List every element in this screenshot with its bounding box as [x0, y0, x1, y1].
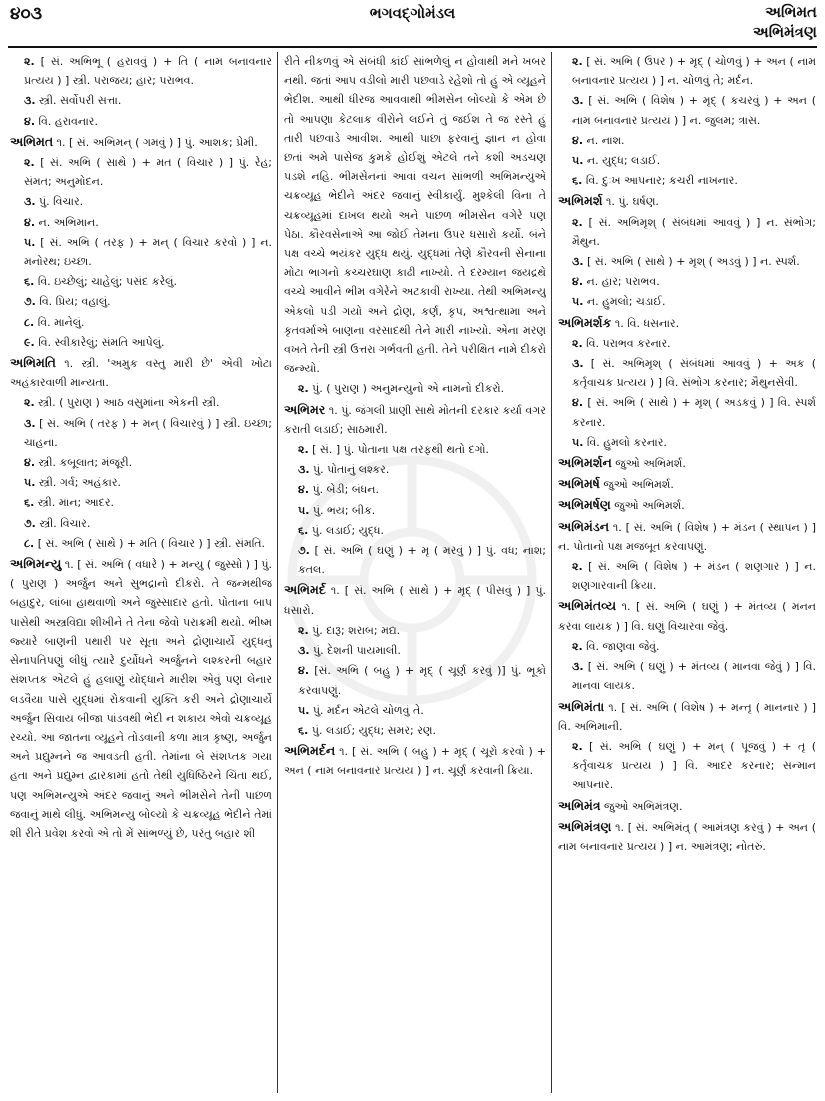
- entry-sense: [10, 534, 272, 553]
- dictionary-entry: [558, 453, 816, 473]
- definition-text: સ્ત્રી. ગર્વ; અહંકાર.: [38, 476, 122, 490]
- entry-sense: [558, 657, 816, 695]
- definition-text: પું. મર્દન એટલે ચોળવું તે.: [312, 703, 424, 717]
- headword: અભિમંત્ર: [558, 797, 601, 813]
- entry-sense: [10, 192, 272, 211]
- definition-text: વિ. દુઃખ આપનાર; કચરી નાખનાર.: [585, 174, 738, 188]
- guide-word-first: અભિમત: [765, 3, 817, 21]
- sense-number: ૩.: [572, 660, 584, 674]
- column-divider: [551, 52, 552, 1093]
- definition-text: [ સં. અભિભૂ ( હરાવવું ) + તિ ( નામ બનાવનાર પ્રત્યય ) ] સ્ત્રી. પરાજય; હાર; પરાભવ.: [24, 55, 272, 88]
- definition-text: [ સં. અભિ ( સાથે ) + મૃશ્ ( અડવું ) ] ન. સ્પર્શ.: [587, 255, 800, 269]
- definition-text: ન. યુદ્ધ; લડાઈ.: [586, 154, 661, 168]
- sense-number: ૨.: [24, 396, 35, 410]
- definition-text: સ્ત્રી. કબૂલાત; મંજૂરી.: [38, 456, 133, 470]
- sense-number: ૪.: [572, 396, 583, 410]
- headword: અભિમર્દન: [284, 743, 336, 759]
- sense-number: ૩.: [572, 357, 584, 371]
- entry-sense: [558, 433, 816, 452]
- entry-sense: [10, 153, 272, 191]
- sense-number: ૮.: [24, 536, 35, 550]
- headword: અભિમંત્રણ: [558, 818, 612, 834]
- entry-sense: [558, 171, 816, 190]
- entry-sense: [10, 272, 272, 291]
- sense-number: ૬.: [298, 523, 309, 537]
- definition-text: વિ. પ્રિય; વહાલું.: [39, 295, 111, 309]
- sense-number: ૪.: [24, 114, 35, 128]
- definition-text: ન. હાર; પરાભવ.: [586, 275, 660, 289]
- entry-sense: [10, 233, 272, 271]
- definition-text: ૧. પું. જંગલી પ્રાણી સાથે મોતની દરકાર કર્યા વગર કરાતી લડાઈ; સાઠમારી.: [284, 403, 546, 436]
- definition-text: ૧. [ સં. અભિ ( બહુ ) + મૃદ્ ( ચૂરો કરવો ) + અન ( નામ બનાવનાર પ્રત્યય ) ] ન. ચૂર્ણ કરવાની ક્રિયા.: [284, 745, 546, 778]
- dictionary-entry: [10, 554, 272, 843]
- definition-text: ન. નાશ.: [586, 133, 625, 147]
- definition-text: પું. ભય; બીક.: [312, 503, 376, 517]
- headword: અભિમર્શન: [558, 455, 612, 471]
- sense-number: ૫.: [572, 295, 584, 309]
- definition-text: [ સં. અભિ ( તરફ ) + મન્ ( વિચાર કરવો ) ] ન. મનોરથ; ઇચ્છા.: [24, 235, 272, 269]
- definition-text: [ સં. અભિ ( ઘણું ) + મન્ ( પૂજવું ) + તૃ ( કર્તૃવાચક પ્રત્યય ) ] વિ. આદર કરનાર; સન્માન આપનાર.: [572, 739, 816, 792]
- definition-text: વિ. જાણવા જેવું.: [586, 639, 660, 653]
- sense-number: ૪.: [298, 483, 309, 497]
- definition-text: પું. વિચાર.: [39, 195, 84, 209]
- sense-number: ૩.: [298, 463, 310, 477]
- entry-sense: [558, 354, 816, 392]
- sense-number: ૪.: [298, 664, 309, 678]
- definition-text: પું. બેડી; બંધન.: [312, 483, 379, 497]
- sense-number: ૫.: [572, 154, 584, 168]
- entry-sense: [558, 637, 816, 656]
- sense-number: ૩.: [298, 644, 310, 658]
- sense-number: ૩.: [24, 416, 36, 430]
- column-3: [558, 52, 816, 1093]
- entry-sense: [284, 460, 546, 479]
- definition-text: વિ. હરાવનાર.: [38, 114, 98, 128]
- sense-number: ૭.: [298, 544, 310, 558]
- dictionary-entry: [558, 817, 816, 856]
- entry-sense: [558, 52, 816, 90]
- header-rule: [8, 46, 817, 48]
- definition-text: સ્ત્રી. સર્વોપરી સત્તા.: [39, 94, 122, 108]
- entry-sense: [284, 661, 546, 699]
- entry-sense: [558, 334, 816, 353]
- sense-number: ૮.: [24, 315, 35, 329]
- entry-sense: [558, 131, 816, 150]
- entry-continuation: [284, 52, 546, 378]
- headword: અભિમંડન: [558, 518, 610, 534]
- entry-sense: [284, 501, 546, 520]
- sense-number: ૫.: [298, 503, 310, 517]
- dictionary-entry: [558, 313, 816, 333]
- definition-text: [ સં. અભિ ( તરફ ) + મન્ ( વિચારવું ) ] સ્ત્રી. ઇચ્છા; ચાહના.: [24, 416, 272, 449]
- definition-text: સ્ત્રી. વિચાર.: [39, 516, 91, 530]
- dictionary-entry: [558, 697, 816, 736]
- entry-sense: [558, 151, 816, 170]
- entry-sense: [284, 379, 546, 398]
- sense-number: ૨.: [24, 156, 35, 170]
- entry-sense: [10, 473, 272, 492]
- headword: અભિમર્દ: [284, 582, 326, 598]
- definition-text: [ સં. અભિ ( ઉપર ) + મૃદ્ ( ચોળવું ) + અન ( નામ બનાવનાર પ્રત્યય ) ] ન. ચોળવું તે; મર્દન.: [572, 55, 816, 88]
- entry-sense: [10, 493, 272, 512]
- headword: અભિમર: [284, 401, 326, 417]
- entry-sense: [10, 91, 272, 110]
- entry-sense: [284, 721, 546, 740]
- sense-number: ૪.: [572, 133, 583, 147]
- definition-text: પું. દેશની પાયમાલી.: [313, 644, 401, 658]
- definition-text: વિ. હુમલો કરનાર.: [586, 435, 667, 449]
- sense-number: ૨.: [572, 55, 583, 68]
- definition-text: ૧. [ સં. અભિ ( વિશેષ ) + મન્તૃ ( માનનાર ) ] વિ. અભિમાની.: [558, 700, 816, 733]
- dictionary-entry: [10, 132, 272, 152]
- definition-text: ૧. પું. ઘર્ષણ.: [605, 195, 659, 209]
- definition-text: જુઓ અભિમર્શ.: [603, 478, 674, 492]
- headword: અભિમંતવ્ય: [558, 598, 617, 614]
- entry-sense: [10, 313, 272, 332]
- entry-sense: [284, 541, 546, 579]
- definition-text: ૧. [ સં. અભિ ( વધારે ) + મન્યુ ( જુસ્સો ) ] પું. ( પુરાણ ) અર્જુન અને સુભદ્રાનો દીકરો. તે જન્મથીજ બહાદુર, લાંબા હાથવાળો અને જુસ્સાદાર હતો. પોતાના બાપ પાસેથી અસ્ત્રવિદ્યા શીખીને તે તેના જેવો પરાક્રમી થયો. ભીષ્મ જ્યારે બાણની પથારી પર સૂતા અને દ્રોણાચાર્યે યુદ્ધનું સેનાપતિપણું લીધું ત્યારે દુર્યોધને અર્જુનને લશ્કરની બહાર સંશપ્તક એટલે હું હલાણું યોદ્ધાને મારીશ એવું પણ લેનાર લડવૈયા પાસે યુદ્ધમાં રોકવાની યુક્તિ કરી અને દ્રોણાચાર્યે અર્જુન સિવાય બીજા પાંડવથી ભેદી ન શકાય એવો ચક્રવ્યૂહ રચ્યો. આ જાતના વ્યૂહને તોડવાની કળા માત્ર કૃષ્ણ, અર્જુન અને પ્રદ્યુમ્નને જ આવડતી હતી. તેમાંના બે સંશપ્તક ગયા હતા અને પ્રદ્યુમ્ન દ્વારકામાં હતો તેથી યુધિષ્ઠિરને ચિંતા થઈ, પણ અભિમન્યુએ અંદર જવાનું અને ભીમસેને તેની પાછળ જવાનું માથે લીધું. અભિમન્યુ બોલ્યો કે ચક્રવ્યૂહ ભેદીને તેમાં શી રીતે પ્રવેશ કરવો એ તો મેં સાંભળ્યું છે, પરંતુ બહાર શી: [10, 558, 272, 840]
- entry-sense: [284, 641, 546, 660]
- entry-sense: [558, 557, 816, 595]
- definition-text: [ સં. અભિ ( સાથે ) + મત ( વિચાર ) ] પું. રેહ; સંમત; અનુમોદન.: [24, 156, 272, 189]
- definition-text: ૧. [ સં. અભિ ( વિશેષ ) + મંડન ( સ્થાપન ) ] ન. પોતાનો પક્ષ મજબૂત કરવાપણું.: [558, 520, 816, 553]
- headword: અભિમતિ: [10, 355, 56, 371]
- entry-sense: [10, 52, 272, 90]
- page-header: [0, 0, 825, 46]
- definition-text: [ સં. અભિ ( વિશેષ ) + મંડન ( શણગાર ) ] ન. શણગારવાની ક્રિયા.: [572, 560, 816, 593]
- dictionary-entry: [558, 474, 816, 494]
- sense-number: ૬.: [572, 174, 583, 188]
- definition-text: [ સં. અભિ ( સાથે ) + મૃશ્ ( અડકવું ) ] વિ. સ્પર્શ કરનાર.: [572, 396, 816, 429]
- definition-text: સ્ત્રી. માન; આદર.: [37, 496, 115, 510]
- definition-text: ન. હુમલો; ચડાઈ.: [586, 295, 666, 309]
- dictionary-entry: [558, 796, 816, 816]
- definition-text: [ સં. અભિમૃશ્ ( સંબંધમાં આવવું ) + અક ( કર્તૃવાચક પ્રત્યય ) ] વિ. સંભોગ કરનાર; મૈથુનસેવી.: [572, 357, 816, 390]
- sense-number: ૯.: [24, 335, 35, 349]
- sense-number: ૫.: [298, 703, 310, 717]
- entry-sense: [558, 213, 816, 251]
- column-1: [10, 52, 272, 1093]
- definition-text: [ સં. અભિ ( સાથે ) + મતિ ( વિચાર ) ] સ્ત્રી. સંમતિ.: [37, 536, 265, 550]
- guide-word-last: અભિમંત્રણ: [752, 23, 817, 41]
- entry-sense: [558, 737, 816, 795]
- definition-text: [ સં. ] પું. પોતાના પક્ષ તરફથી થતો દગો.: [312, 443, 489, 457]
- entry-sense: [284, 440, 546, 459]
- entry-sense: [284, 621, 546, 640]
- dictionary-entry: [558, 517, 816, 556]
- headword: અભિમર્શ: [558, 193, 603, 209]
- entry-sense: [10, 292, 272, 311]
- headword: અભિમર્ષણ: [558, 497, 611, 513]
- sense-number: ૨.: [572, 336, 583, 350]
- headword: અભિમન્યુ: [10, 556, 62, 572]
- definition-text: વિ. ઇચ્છેલું; ચાહેલું; પસંદ કરેલું.: [37, 275, 177, 289]
- sense-number: ૨.: [572, 739, 583, 753]
- page-number: ૪૦૩: [10, 4, 43, 24]
- sense-number: ૪.: [24, 215, 35, 229]
- sense-number: ૨.: [572, 215, 583, 229]
- dictionary-entry: [284, 400, 546, 439]
- dictionary-entry: [10, 353, 272, 392]
- definition-text: ૧. [ સં. અભિ ( ઘણું ) + મંતવ્ય ( મનન કરવા લાયક ) ] વિ. ઘણું વિચારવા જેવું.: [558, 600, 816, 633]
- sense-number: ૨.: [298, 443, 309, 457]
- definition-text: જુઓ અભિમંત્રણ.: [604, 799, 683, 813]
- sense-number: ૬.: [24, 275, 35, 289]
- definition-text: [ સં. અભિ ( ઘણું ) + મંતવ્ય ( માનવા જેવું ) ] વિ. માનવા લાયક.: [572, 660, 816, 693]
- sense-number: ૩.: [24, 94, 36, 108]
- sense-number: ૬.: [24, 496, 35, 510]
- entry-sense: [10, 414, 272, 452]
- definition-text: [ સં. અભિ ( વિશેષ ) + મૃદ્ ( કચરવું ) + અન ( નામ બનાવનાર પ્રત્યય ) ] ન. જુલમ; ત્રાસ.: [572, 94, 816, 127]
- sense-number: ૨.: [24, 55, 35, 68]
- definition-text: વિ. પરાભવ કરનાર.: [586, 336, 671, 350]
- column-divider: [277, 52, 278, 1093]
- definition-text: પું. પોતાનું લશ્કર.: [313, 463, 390, 477]
- sense-number: ૨.: [572, 560, 583, 574]
- entry-sense: [558, 393, 816, 431]
- column-2: [284, 52, 546, 1093]
- sense-number: ૨.: [298, 382, 309, 396]
- entry-sense: [10, 453, 272, 472]
- definition-text: પું. દારૂ; શરાબ; મદ્ય.: [312, 623, 401, 637]
- definition-text: ૧. [ સં. અભિ ( સાથે ) + મૃદ્ ( પીસવું ) ] પું. ધસારો.: [284, 584, 546, 617]
- guide-words: [753, 2, 817, 42]
- headword: અભિમર્ષ: [558, 476, 600, 492]
- entry-sense: [558, 91, 816, 129]
- definition-text: [ સં. અભિ ( ઘણું ) + મૃ ( મરવું ) ] પું. વધ; નાશ; કતલ.: [298, 544, 546, 577]
- sense-number: ૨.: [298, 623, 309, 637]
- sense-number: ૬.: [298, 723, 309, 737]
- dictionary-entry: [558, 495, 816, 515]
- entry-sense: [10, 393, 272, 412]
- entry-sense: [10, 112, 272, 131]
- entry-sense: [10, 514, 272, 533]
- sense-number: ૪.: [572, 275, 583, 289]
- definition-text: ૧. વિ. ધસનાર.: [614, 316, 680, 330]
- entry-sense: [10, 213, 272, 232]
- headword: અભિમર્શક: [558, 314, 612, 330]
- sense-number: ૫.: [24, 476, 36, 490]
- definition-text: વિ. સ્વીકારેલું; સંમતિ આપેલું.: [38, 335, 165, 349]
- dictionary-entry: [558, 191, 816, 211]
- page-title: ભગવદ્ગોમંડલ: [369, 4, 456, 22]
- definition-text: [ સં. અભિમૃશ્ ( સંબંધમાં આવવું ) ] ન. સંભોગ; મૈથુન.: [572, 215, 816, 248]
- entry-sense: [284, 521, 546, 540]
- headword: અભિમંતા: [558, 698, 605, 714]
- sense-number: ૭.: [24, 295, 36, 309]
- definition-text: પું. ( પુરાણ ) અનુમન્યુનો એ નામનો દીકરો.: [312, 382, 505, 396]
- dictionary-entry: [284, 741, 546, 780]
- sense-number: ૨.: [572, 639, 583, 653]
- entry-sense: [10, 333, 272, 352]
- entry-sense: [284, 480, 546, 499]
- sense-number: ૫.: [24, 235, 36, 249]
- dictionary-entry: [558, 596, 816, 635]
- entry-sense: [558, 252, 816, 271]
- sense-number: ૪.: [24, 456, 35, 470]
- entry-sense: [284, 701, 546, 720]
- definition-text: [સં. અભિ ( બહુ ) + મૃદ્ ( ચૂર્ણ કરવું )] પું. ભૂકો કરવાપણું.: [298, 664, 546, 697]
- sense-number: ૫.: [572, 435, 584, 449]
- definition-text: ૧. [ સં. અભિમંત્ર્ ( આમંત્રણ કરવું ) + અન ( નામ બનાવનાર પ્રત્યય ) ] ન. આમંત્રણ; નોતરું.: [558, 820, 816, 853]
- sense-number: ૭.: [24, 516, 36, 530]
- definition-text: રીતે નીકળવું એ સંબંધી કાંઈ સાંભળેલું ન હોવાથી મને ખબર નથી. જતાં આપ વડીલો મારી પછવાડે રહેશો તો હું એ વ્યૂહને ભેદીશ. આથી ધીરજ આવવાથી ભીમસેન બોલ્યો કે એમ છે તો આપણા કેટલાક વીરોને લઈને તું જઈશ તે જ રસ્તે હું તારી પછવાડે આવીશ. આથી પાછા ફરવાનું જ્ઞાન ન હોવા છતાં અમે પાસેજ કુમકે હોઈશું એટલે તને કશી અડચણ પડશે નહિ. ભીમસેનનાં આવાં વચન સાંભળી અભિમન્યુએ ચક્રવ્યૂહ ભેદીને અંદર જવાનું સ્વીકાર્યું. મુશ્કેલી વિના તે ચક્રવ્યૂહમાં દાખલ થયો અને પાછળ ભીમસેન વગેરે પણ પેઠા. કૌરવસેનાએ આ જોઈ તેમના ઉપર ધસારો કર્યો. બંને પક્ષ વચ્ચે ભયંકર યુદ્ધ થયું. યુદ્ધમાં તેણે કૌરવની સેનાના મોટા ભાગનો કચ્ચરઘાણ કાઢી નાખ્યો. તે દરમ્યાન જયદ્રથે વચ્ચે આવીને ભીમ વગેરેને અટકાવી રાખ્યા. તેથી અભિમન્યુ એકલો પડી ગયો અને દ્રોણ, કર્ણ, કૃપ, અશ્વત્થામા અને કૃતવર્માએ બાણના વરસાદથી તેને મારી નાખ્યો. એના મરણ વખતે તેની સ્ત્રી ઉત્તરા ગર્ભવતી હતી. તેને પરીક્ષિત નામે દીકરો જન્મ્યો.: [284, 55, 546, 376]
- sense-number: ૩.: [24, 195, 36, 209]
- definition-text: ૧. [ સં. અભિમન્ ( ગમવું ) ] પું. આશક; પ્રેમી.: [56, 135, 258, 149]
- headword: અભિમત: [10, 133, 54, 149]
- dictionary-entry: [284, 580, 546, 619]
- definition-text: જુઓ અભિમર્શ.: [614, 499, 685, 513]
- definition-text: જુઓ અભિમર્શ.: [615, 457, 686, 471]
- entry-sense: [558, 292, 816, 311]
- entry-sense: [558, 272, 816, 291]
- definition-text: ૧. સ્ત્રી. 'અમુક વસ્તુ મારી છે' એવી ખોટા અહંકારવાળી માન્યતા.: [10, 357, 272, 390]
- sense-number: ૩.: [572, 255, 584, 269]
- sense-number: ૩.: [572, 94, 584, 108]
- definition-text: વિ. માનેલું.: [37, 315, 85, 329]
- definition-text: સ્ત્રી. ( પુરાણ ) આઠ વસુમાંના એકની સ્ત્રી.: [38, 396, 220, 410]
- definition-text: પું. લડાઈ; યુદ્ધ.: [311, 523, 384, 537]
- definition-text: ન. અભિમાન.: [38, 215, 99, 229]
- definition-text: પું. લડાઈ; યુદ્ધ; સમર; રણ.: [311, 723, 437, 737]
